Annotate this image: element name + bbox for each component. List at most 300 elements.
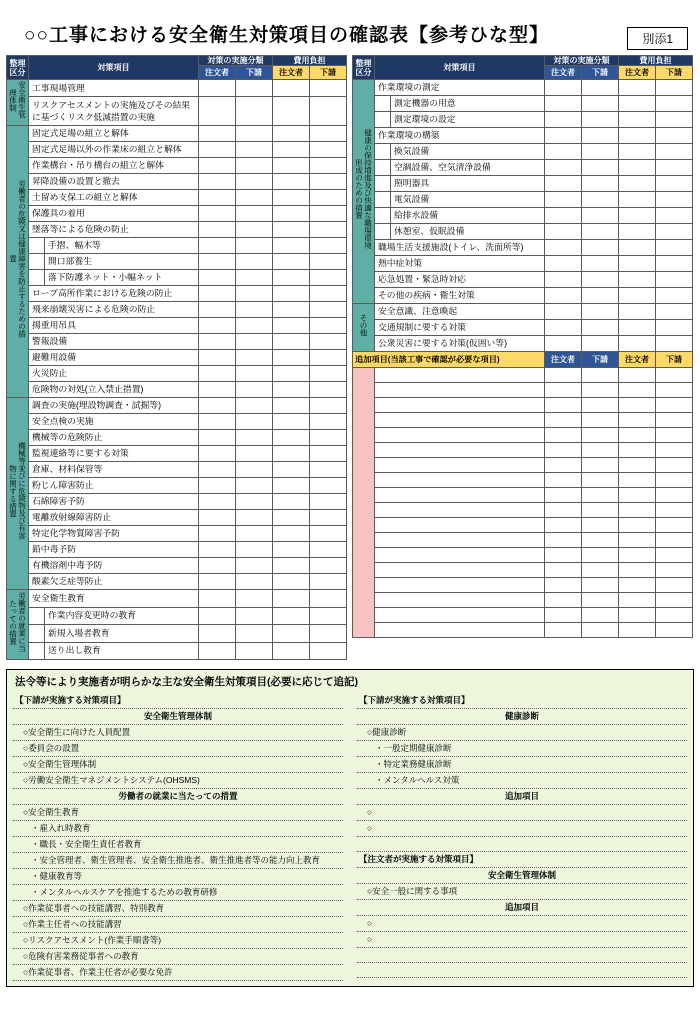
item-cell: 交通規制に要する対策 — [375, 320, 545, 336]
check-cell — [582, 608, 619, 623]
check-cell — [582, 383, 619, 398]
check-cell — [236, 398, 273, 414]
check-cell — [273, 558, 310, 574]
check-cell — [273, 642, 310, 660]
empty-row — [353, 623, 693, 638]
empty-row — [353, 533, 693, 548]
check-cell — [310, 350, 347, 366]
bottom-blank-row — [357, 963, 687, 978]
check-cell — [273, 366, 310, 382]
bottom-item: ○ — [357, 805, 687, 821]
check-cell — [310, 398, 347, 414]
check-cell — [310, 446, 347, 462]
check-cell — [582, 443, 619, 458]
check-cell — [582, 428, 619, 443]
item-cell: 落下防護ネット・小幅ネット — [29, 270, 199, 286]
bottom-item: ○労働安全衛生マネジメントシステム(OHSMS) — [13, 773, 343, 789]
column-header-implementation: 対策の実施分類 — [199, 56, 273, 66]
empty-item-cell — [375, 548, 545, 563]
check-cell — [582, 192, 619, 208]
check-cell — [619, 368, 656, 383]
item-cell: 送り出し教育 — [29, 642, 199, 660]
table-row — [7, 142, 347, 158]
check-cell — [545, 176, 582, 192]
empty-row — [353, 458, 693, 473]
check-cell — [310, 642, 347, 660]
check-cell — [310, 462, 347, 478]
check-cell — [236, 80, 273, 97]
check-cell — [310, 270, 347, 286]
check-cell — [582, 563, 619, 578]
check-cell — [545, 398, 582, 413]
item-cell: 換気設備 — [375, 144, 545, 160]
check-cell — [582, 176, 619, 192]
check-cell — [582, 578, 619, 593]
check-cell — [545, 593, 582, 608]
item-cell: ロープ高所作業における危険の防止 — [29, 286, 199, 302]
check-cell — [619, 443, 656, 458]
empty-item-cell — [375, 563, 545, 578]
table-row — [7, 238, 347, 254]
column-subheader-orderer: 注文者 — [273, 66, 310, 80]
check-cell — [619, 80, 656, 96]
check-cell — [236, 414, 273, 430]
empty-item-cell — [375, 473, 545, 488]
check-cell — [582, 224, 619, 240]
empty-row — [353, 518, 693, 533]
empty-item-cell — [375, 623, 545, 638]
bottom-section-header: 【下請が実施する対策項目】 — [13, 693, 343, 709]
check-cell — [619, 96, 656, 112]
table-row — [353, 208, 693, 224]
column-subheader-orderer: 注文者 — [199, 66, 236, 80]
check-cell — [199, 366, 236, 382]
bottom-right-column — [357, 693, 687, 981]
column-header-cost: 費用負担 — [273, 56, 347, 66]
item-cell: 調査の実施(埋設物調査・試掘等) — [29, 398, 199, 414]
empty-item-cell — [375, 488, 545, 503]
column-header-item: 対策項目 — [375, 56, 545, 80]
check-cell — [582, 368, 619, 383]
item-cell: 職場生活支援施設(トイレ、洗面所等) — [375, 240, 545, 256]
table-row — [7, 574, 347, 590]
check-cell — [545, 548, 582, 563]
check-cell — [199, 286, 236, 302]
check-cell — [236, 510, 273, 526]
check-cell — [310, 126, 347, 142]
check-cell — [310, 80, 347, 97]
check-cell — [199, 350, 236, 366]
check-cell — [236, 625, 273, 643]
empty-row — [353, 473, 693, 488]
check-cell — [310, 430, 347, 446]
check-cell — [310, 334, 347, 350]
right-table-header — [353, 56, 693, 80]
check-cell — [199, 642, 236, 660]
table-row — [353, 160, 693, 176]
bottom-group-title: 追加項目 — [357, 789, 687, 805]
item-cell: 公衆災害に要する対策(仮囲い等) — [375, 336, 545, 352]
check-cell — [236, 222, 273, 238]
table-row — [7, 398, 347, 414]
item-cell: 給排水設備 — [375, 208, 545, 224]
check-cell — [545, 443, 582, 458]
left-table-header — [7, 56, 347, 80]
check-cell — [619, 398, 656, 413]
column-subheader-subcontractor: 下請 — [236, 66, 273, 80]
check-cell — [545, 563, 582, 578]
empty-item-cell — [375, 593, 545, 608]
empty-row — [353, 608, 693, 623]
empty-item-cell — [375, 398, 545, 413]
item-cell: 警報設備 — [29, 334, 199, 350]
table-row — [7, 446, 347, 462]
item-cell: 測定環境の設定 — [375, 112, 545, 128]
check-cell — [545, 368, 582, 383]
column-subheader: 下請 — [582, 352, 619, 368]
check-cell — [582, 533, 619, 548]
legal-items-title: 法令等により実施者が明らかな主な安全衛生対策項目(必要に応じて追記) — [15, 676, 358, 688]
check-cell — [236, 462, 273, 478]
check-cell — [656, 80, 693, 96]
table-row — [353, 320, 693, 336]
bottom-item: ○健康診断 — [357, 725, 687, 741]
check-cell — [619, 578, 656, 593]
check-cell — [545, 224, 582, 240]
check-cell — [582, 96, 619, 112]
check-cell — [656, 304, 693, 320]
bottom-item: ○ — [357, 916, 687, 932]
check-cell — [199, 607, 236, 625]
bottom-item: ・特定業務健康診断 — [357, 757, 687, 773]
check-cell — [273, 318, 310, 334]
bottom-item: ○作業主任者への技能講習 — [13, 917, 343, 933]
item-cell: 作業内容変更時の教育 — [29, 607, 199, 625]
table-row — [7, 558, 347, 574]
table-row — [353, 128, 693, 144]
check-cell — [236, 574, 273, 590]
bottom-blank-row — [357, 837, 687, 852]
check-cell — [236, 542, 273, 558]
table-row — [7, 607, 347, 625]
check-cell — [545, 503, 582, 518]
check-cell — [273, 398, 310, 414]
check-cell — [582, 623, 619, 638]
check-cell — [199, 510, 236, 526]
check-cell — [619, 413, 656, 428]
check-cell — [582, 128, 619, 144]
check-cell — [199, 158, 236, 174]
check-cell — [236, 494, 273, 510]
check-cell — [582, 288, 619, 304]
item-cell: 粉じん障害防止 — [29, 478, 199, 494]
table-row — [353, 336, 693, 352]
check-cell — [310, 158, 347, 174]
empty-item-cell — [375, 413, 545, 428]
check-cell — [582, 240, 619, 256]
check-cell — [273, 590, 310, 608]
check-cell — [199, 478, 236, 494]
check-cell — [273, 80, 310, 97]
item-cell: 開口部養生 — [29, 254, 199, 270]
check-cell — [199, 558, 236, 574]
check-cell — [619, 518, 656, 533]
column-subheader-orderer: 注文者 — [545, 66, 582, 80]
check-cell — [545, 383, 582, 398]
column-subheader: 注文者 — [619, 352, 656, 368]
check-cell — [656, 413, 693, 428]
table-row — [353, 240, 693, 256]
check-cell — [273, 574, 310, 590]
item-cell: 安全意識、注意喚起 — [375, 304, 545, 320]
check-cell — [545, 518, 582, 533]
category-cell — [353, 304, 375, 352]
check-cell — [619, 144, 656, 160]
check-cell — [236, 350, 273, 366]
check-cell — [619, 304, 656, 320]
check-cell — [236, 190, 273, 206]
check-cell — [236, 382, 273, 398]
item-cell: 安全点検の実施 — [29, 414, 199, 430]
bottom-group-title: 安全衛生管理体制 — [357, 868, 687, 884]
table-row — [353, 224, 693, 240]
check-cell — [619, 608, 656, 623]
check-cell — [619, 533, 656, 548]
check-cell — [545, 623, 582, 638]
check-cell — [310, 526, 347, 542]
check-cell — [582, 208, 619, 224]
check-cell — [656, 473, 693, 488]
table-row — [7, 174, 347, 190]
check-cell — [656, 563, 693, 578]
check-cell — [310, 286, 347, 302]
check-cell — [236, 366, 273, 382]
check-cell — [545, 240, 582, 256]
bottom-item: ・メンタルヘルスケアを推進するための教育研修 — [13, 885, 343, 901]
empty-item-cell — [375, 443, 545, 458]
check-cell — [656, 224, 693, 240]
table-row — [353, 256, 693, 272]
bottom-item: ○安全一般に関する事項 — [357, 884, 687, 900]
check-cell — [545, 488, 582, 503]
check-cell — [619, 192, 656, 208]
empty-item-cell — [375, 518, 545, 533]
table-row — [7, 366, 347, 382]
check-cell — [619, 176, 656, 192]
bottom-item: ○ — [357, 932, 687, 948]
item-cell: 監視連絡等に要する対策 — [29, 446, 199, 462]
column-header-item: 対策項目 — [29, 56, 199, 80]
check-cell — [619, 112, 656, 128]
empty-row — [353, 503, 693, 518]
table-row — [353, 272, 693, 288]
check-cell — [656, 458, 693, 473]
check-cell — [545, 304, 582, 320]
check-cell — [236, 430, 273, 446]
table-row — [7, 642, 347, 660]
column-subheader-subcontractor: 下請 — [582, 66, 619, 80]
bottom-item: ○安全衛生管理体制 — [13, 757, 343, 773]
bottom-item: ○作業従事者への技能講習、特別教育 — [13, 901, 343, 917]
check-cell — [582, 336, 619, 352]
document-page — [0, 20, 700, 987]
empty-row — [353, 488, 693, 503]
item-cell: 有機溶剤中毒予防 — [29, 558, 199, 574]
table-row — [353, 304, 693, 320]
check-cell — [545, 336, 582, 352]
check-cell — [199, 494, 236, 510]
table-row — [7, 526, 347, 542]
check-cell — [545, 608, 582, 623]
item-cell: リスクアセスメントの実施及びその結果に基づくリスク低減措置の実施 — [29, 97, 199, 126]
check-cell — [619, 593, 656, 608]
table-row — [7, 302, 347, 318]
check-cell — [310, 590, 347, 608]
bottom-item: ・健康教育等 — [13, 869, 343, 885]
check-cell — [619, 320, 656, 336]
check-cell — [273, 607, 310, 625]
check-cell — [656, 320, 693, 336]
check-cell — [582, 272, 619, 288]
check-cell — [310, 190, 347, 206]
check-cell — [656, 208, 693, 224]
item-cell: 応急処置・緊急時対応 — [375, 272, 545, 288]
check-cell — [236, 158, 273, 174]
bottom-item: ○安全衛生に向けた人員配置 — [13, 725, 343, 741]
category-cell — [7, 590, 29, 660]
item-cell: 休憩室、仮眠設備 — [375, 224, 545, 240]
table-row — [7, 206, 347, 222]
check-cell — [656, 608, 693, 623]
right-checklist-table — [352, 55, 693, 638]
check-cell — [310, 542, 347, 558]
table-row — [7, 625, 347, 643]
column-header-category: 整理区分 — [7, 56, 29, 80]
bottom-group-title: 安全衛生管理体制 — [13, 709, 343, 725]
check-cell — [656, 112, 693, 128]
item-cell: 昇降設備の設置と撤去 — [29, 174, 199, 190]
check-cell — [545, 533, 582, 548]
item-cell: 工事現場管理 — [29, 80, 199, 97]
empty-item-cell — [375, 368, 545, 383]
check-cell — [656, 518, 693, 533]
check-cell — [236, 334, 273, 350]
empty-item-cell — [375, 608, 545, 623]
check-cell — [273, 494, 310, 510]
check-cell — [199, 334, 236, 350]
table-row — [7, 414, 347, 430]
item-cell: 作業環境の測定 — [375, 80, 545, 96]
check-cell — [582, 458, 619, 473]
check-cell — [310, 254, 347, 270]
table-row — [7, 382, 347, 398]
item-cell: 固定式足場以外の作業床の組立と解体 — [29, 142, 199, 158]
check-cell — [310, 510, 347, 526]
bottom-item: ○リスクアセスメント(作業手順書等) — [13, 933, 343, 949]
check-cell — [545, 96, 582, 112]
check-cell — [656, 383, 693, 398]
check-cell — [199, 574, 236, 590]
check-cell — [310, 142, 347, 158]
table-row — [353, 96, 693, 112]
empty-item-cell — [375, 503, 545, 518]
check-cell — [236, 526, 273, 542]
table-row — [7, 80, 347, 97]
check-cell — [582, 548, 619, 563]
bottom-section-header: 【注文者が実施する対策項目】 — [357, 852, 687, 868]
category-cell — [7, 126, 29, 398]
check-cell — [582, 80, 619, 96]
check-cell — [619, 473, 656, 488]
item-cell: 作業構台・吊り構台の組立と解体 — [29, 158, 199, 174]
check-cell — [545, 473, 582, 488]
check-cell — [199, 526, 236, 542]
check-cell — [236, 590, 273, 608]
check-cell — [310, 574, 347, 590]
bottom-item: ・一般定期健康診断 — [357, 741, 687, 757]
check-cell — [545, 256, 582, 272]
bottom-item: ・安全管理者、衛生管理者、安全衛生推進者、衛生推進者等の能力向上教育 — [13, 853, 343, 869]
bottom-item: ・雇入れ時教育 — [13, 821, 343, 837]
item-cell: 墜落等による危険の防止 — [29, 222, 199, 238]
check-cell — [199, 206, 236, 222]
check-cell — [236, 238, 273, 254]
table-row — [7, 270, 347, 286]
attachment-label: 別添1 — [627, 27, 688, 50]
check-cell — [273, 526, 310, 542]
table-row — [353, 144, 693, 160]
table-row — [7, 510, 347, 526]
item-cell: 火災防止 — [29, 366, 199, 382]
check-cell — [545, 428, 582, 443]
table-row — [7, 462, 347, 478]
category-cell — [7, 398, 29, 590]
check-cell — [656, 623, 693, 638]
column-header-cost: 費用負担 — [619, 56, 693, 66]
item-cell: 電気設備 — [375, 192, 545, 208]
check-cell — [619, 160, 656, 176]
check-cell — [273, 126, 310, 142]
check-cell — [582, 593, 619, 608]
check-cell — [545, 413, 582, 428]
item-cell: 手摺、幅木等 — [29, 238, 199, 254]
check-cell — [273, 270, 310, 286]
check-cell — [199, 590, 236, 608]
check-cell — [273, 542, 310, 558]
column-subheader-subcontractor: 下請 — [656, 66, 693, 80]
category-label: 労働者の就業に当たっての措置 — [8, 592, 27, 652]
checklist-tables — [0, 55, 700, 660]
item-cell: 空調設備、空気清浄設備 — [375, 160, 545, 176]
check-cell — [582, 144, 619, 160]
check-cell — [545, 320, 582, 336]
item-cell: 熱中症対策 — [375, 256, 545, 272]
item-cell: 固定式足場の組立と解体 — [29, 126, 199, 142]
check-cell — [310, 174, 347, 190]
check-cell — [545, 112, 582, 128]
category-cell — [7, 80, 29, 126]
table-row — [353, 192, 693, 208]
table-row — [7, 190, 347, 206]
item-cell: 安全衛生教育 — [29, 590, 199, 608]
check-cell — [310, 382, 347, 398]
category-cell — [353, 80, 375, 304]
check-cell — [273, 510, 310, 526]
check-cell — [310, 558, 347, 574]
check-cell — [199, 542, 236, 558]
check-cell — [236, 642, 273, 660]
check-cell — [545, 128, 582, 144]
